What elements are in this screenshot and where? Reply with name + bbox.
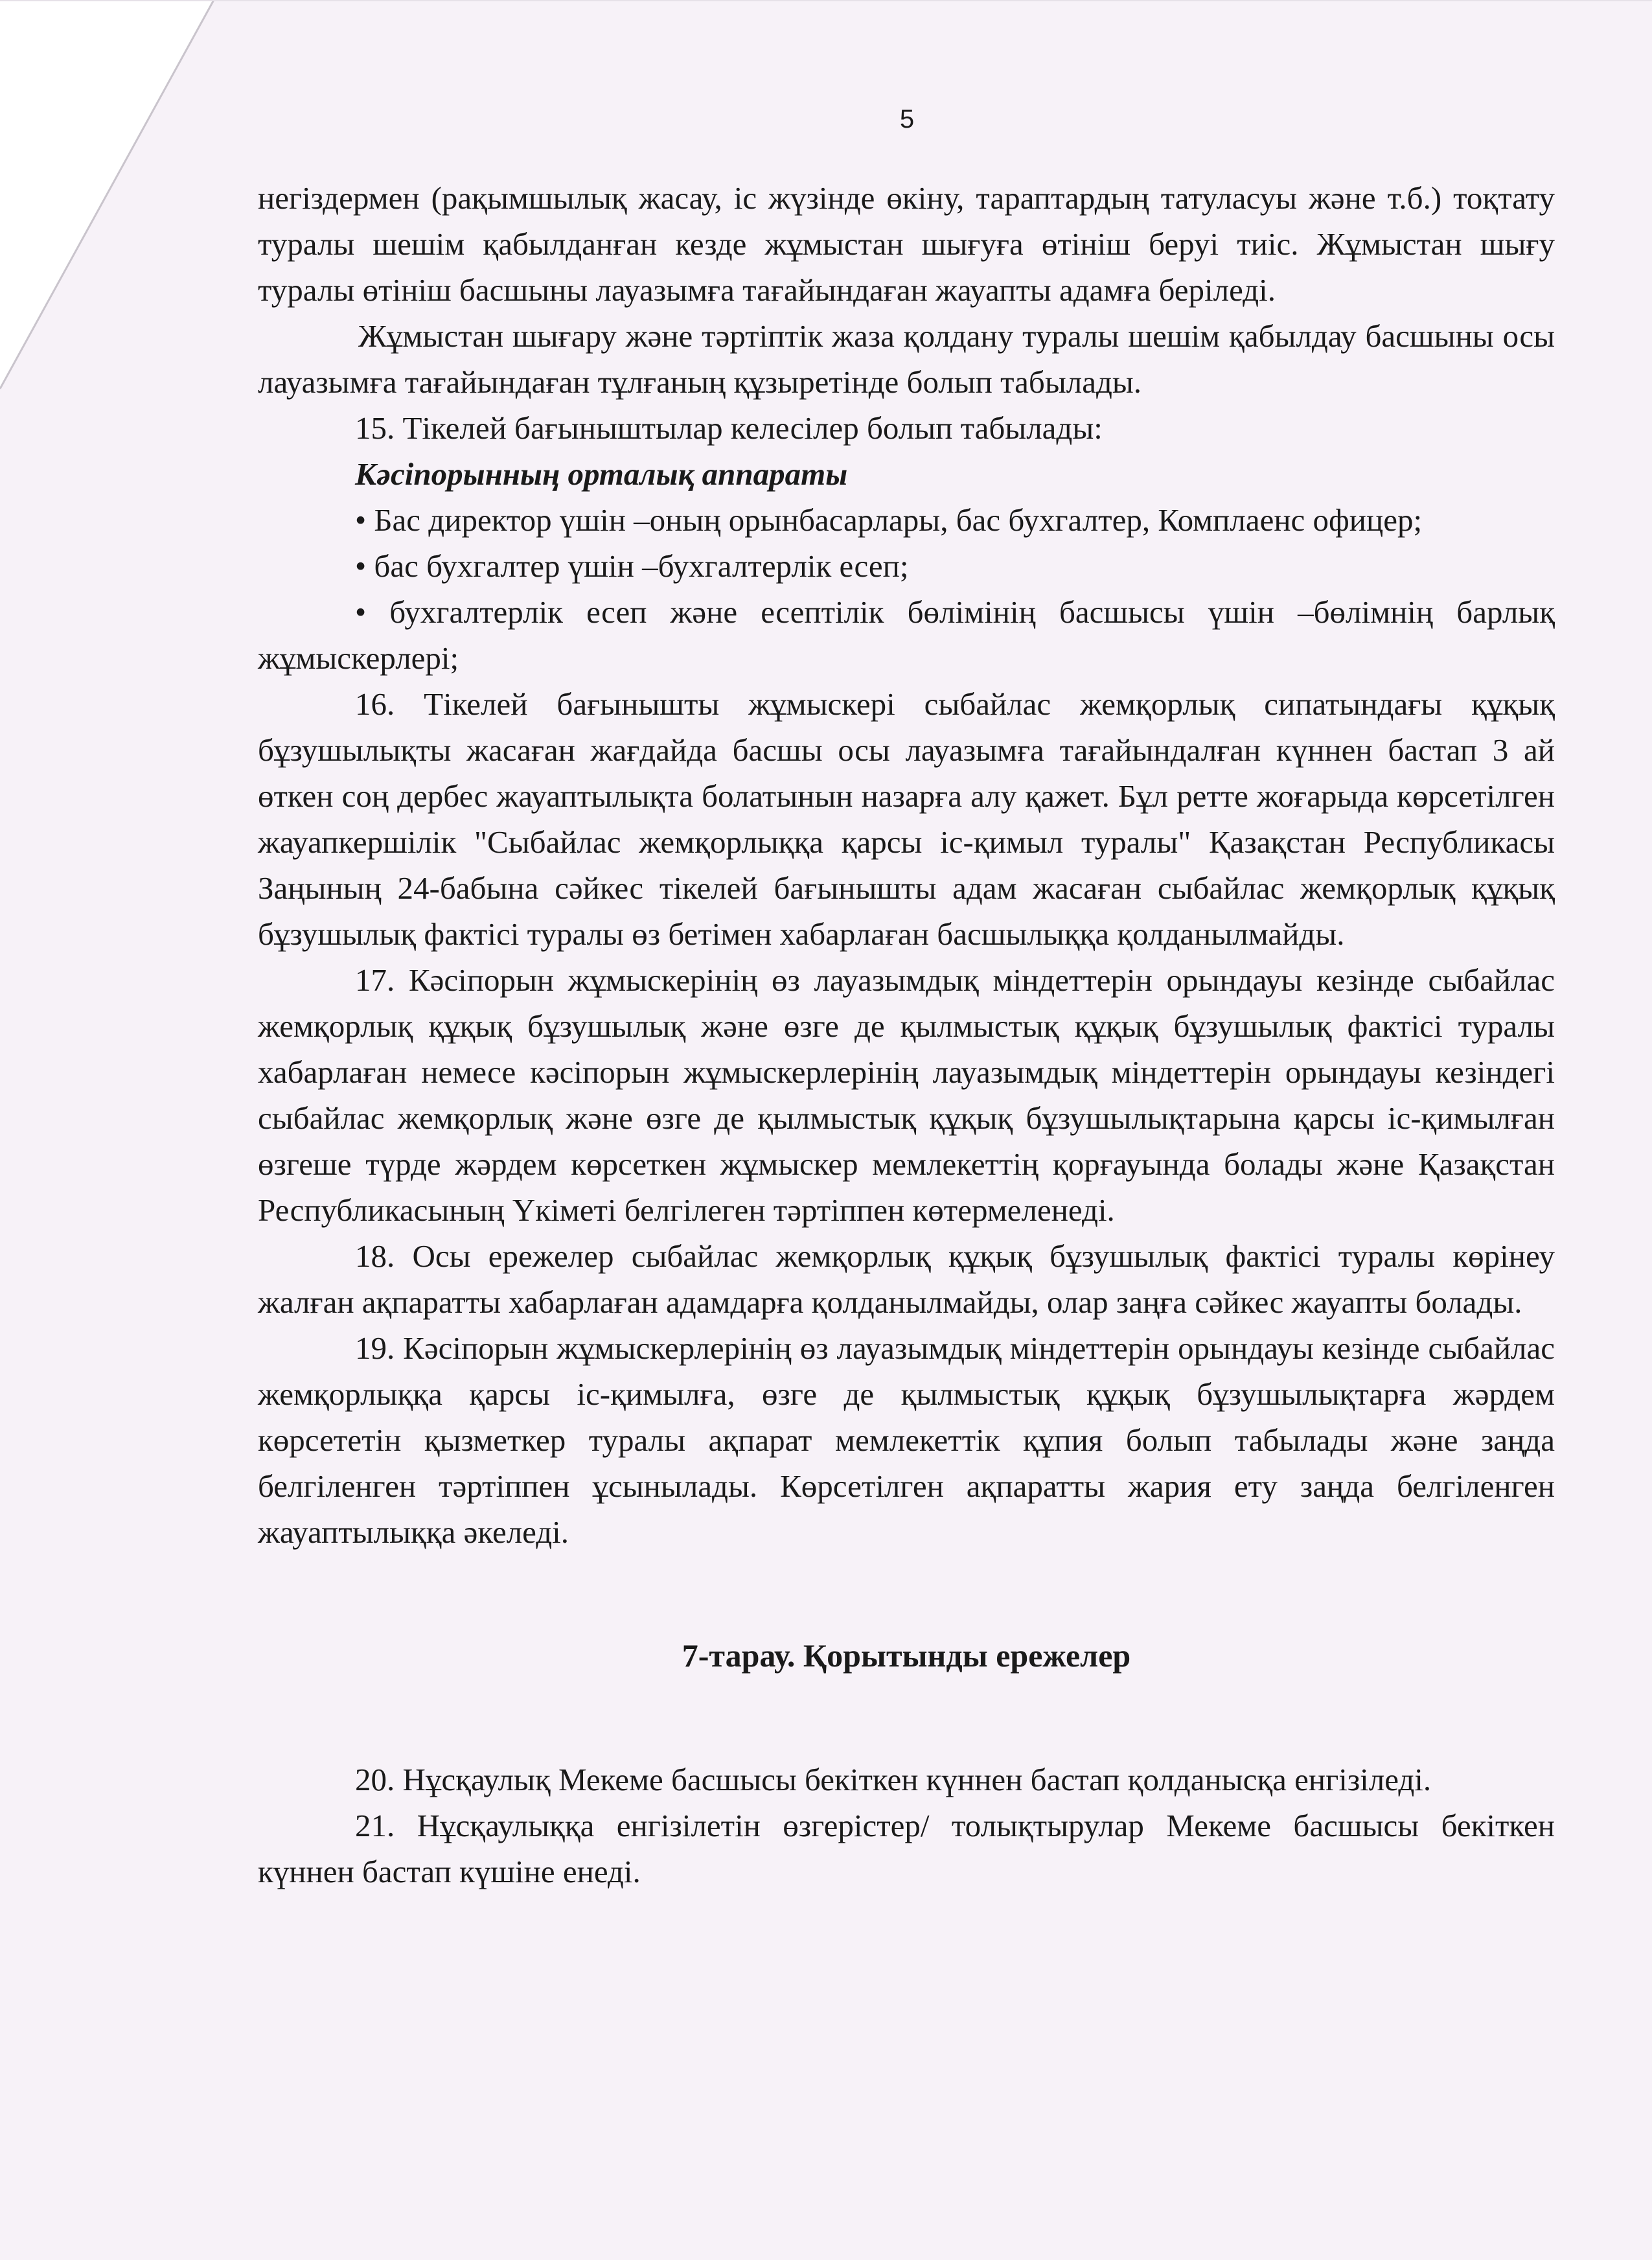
paragraph-21: 21. Нұсқаулыққа енгізілетін өзгерістер/ толықтырулар Мекеме басшысы бекіткен күннен бастап күшіне енеді.	[258, 1808, 1555, 1889]
section-title: 7-тарау. Қорытынды ережелер	[682, 1637, 1131, 1674]
paragraph: 15. Тікелей бағыныштылар келесілер болып табылады:	[355, 410, 1103, 446]
paragraph-16: 16. Тікелей бағынышты жұмыскері сыбайлас жемқорлық сипатындағы құқық бұзушылықты жасаған жағдайда басшы осы лауазымға тағайындалған күннен бастап 3 ай өткен соң дербес жауаптылықта болатынын назарға алу қажет. Бұл ретте жоғарыда көрсетілген жауапкершілік "Сыбайлас жемқорлыққа қарсы іс-қимыл туралы" Қазақстан Республикасы Заңының 24-бабына сәйкес тікелей бағынышты адам жасаған сыбайлас жемқорлық құқық бұзушылық фактісі туралы өз бетімен хабарлаған басшылыққа қолданылмайды.	[258, 686, 1555, 952]
paragraph: Жұмыстан шығару және тәртіптік жаза қолдану туралы шешім қабылдау басшыны осы лауазымға тағайындаған тұлғаның құзыретінде болып табылады.	[258, 318, 1555, 400]
subheading-central-apparatus: Кәсіпорынның орталық аппараты	[355, 456, 848, 492]
page-number: 5	[899, 105, 915, 133]
bullet-item: • бас бухгалтер үшін –бухгалтерлік есеп;	[355, 548, 909, 584]
document-body	[258, 175, 1555, 1895]
paragraph: негіздермен (рақымшылық жасау, іс жүзінде өкіну, тараптардың татуласуы және т.б.) тоқтату туралы шешім қабылданған кезде жұмыстан шығуға өтініш беруі тиіс. Жұмыстан шығу туралы өтініш басшыны лауазымға тағайындаған жауапты адамға беріледі.	[258, 180, 1555, 308]
paragraph-20: 20. Нұсқаулық Мекеме басшысы бекіткен күннен бастап қолданысқа енгізіледі.	[355, 1762, 1432, 1797]
paragraph-17: 17. Кәсіпорын жұмыскерінің өз лауазымдық міндеттерін орындауы кезінде сыбайлас жемқорлық құқық бұзушылық және өзге де қылмыстық құқық бұзушылық фактісі туралы хабарлаған немесе кәсіпорын жұмыскерлерінің лауазымдық міндеттерін орындауы кезіндегі сыбайлас жемқорлық және өзге де қылмыстық құқық бұзушылықтарына қарсы іс-қимылған өзгеше түрде жәрдем көрсеткен жұмыскер мемлекеттің қорғауында болады және Қазақстан Республикасының Үкіметі белгілеген тәртіппен көтермеленеді.	[258, 962, 1555, 1228]
paragraph-19: 19. Кәсіпорын жұмыскерлерінің өз лауазымдық міндеттерін орындауы кезінде сыбайлас жемқорлыққа қарсы іс-қимылға, өзге де қылмыстық құқық бұзушылықтарға жәрдем көрсететін қызметкер туралы ақпарат мемлекеттік құпия болып табылады және заңда белгіленген тәртіппен ұсынылады. Көрсетілген ақпаратты жария ету заңда белгіленген жауаптылыққа әкеледі.	[258, 1330, 1555, 1550]
paragraph-18: 18. Осы ережелер сыбайлас жемқорлық құқық бұзушылық фактісі туралы көрінеу жалған ақпаратты хабарлаған адамдарға қолданылмайды, олар заңға сәйкес жауапты болады.	[258, 1238, 1555, 1320]
bullet-item: • Бас директор үшін –оның орынбасарлары, бас бухгалтер, Комплаенс офицер;	[355, 502, 1423, 538]
bullet-item: • бухгалтерлік есеп және есептілік бөлімінің басшысы үшін –бөлімнің барлық жұмыскерлері;	[258, 594, 1555, 676]
